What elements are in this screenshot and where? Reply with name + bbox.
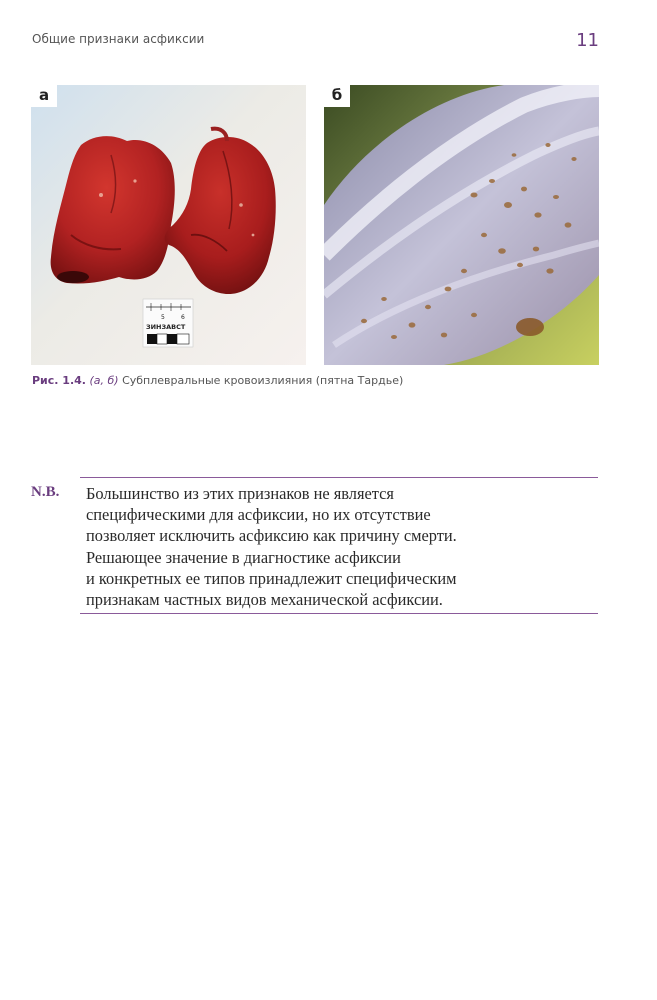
figure-a-lungs-photo <box>31 85 306 365</box>
note-line: специфическими для асфиксии, но их отсутствие <box>86 505 431 525</box>
figure-caption <box>32 374 403 387</box>
note-rule-bottom <box>80 613 598 614</box>
note-body <box>86 483 586 610</box>
lungs-image <box>31 85 306 365</box>
note-line: Большинство из этих признаков не является <box>86 484 394 503</box>
caption-panel-letters: (а, б) <box>89 374 119 387</box>
ruler-number: 5 <box>161 314 165 321</box>
page-number: 11 <box>576 30 599 51</box>
note-label: N.B. <box>31 484 60 500</box>
caption-text: Субплевральные кровоизлияния (пятна Тардье) <box>122 374 404 387</box>
scale-ruler <box>143 299 193 347</box>
note-line: и конкретных ее типов принадлежит специфическим <box>86 568 457 588</box>
figure-b-pleura-photo <box>324 85 599 365</box>
ruler-number: 6 <box>181 314 185 321</box>
note-line: признакам частных видов механической асфиксии. <box>86 590 443 610</box>
note-line: Решающее значение в диагностике асфиксии <box>86 547 401 567</box>
panel-label-b: б <box>324 85 350 107</box>
note-rule-top <box>80 477 598 478</box>
ruler-label: ЗИНЗАВСТ <box>146 323 186 331</box>
panel-label-a: а <box>31 85 57 107</box>
caption-label: Рис. 1.4. <box>32 374 86 387</box>
pleura-image <box>324 85 599 365</box>
running-title: Общие признаки асфиксии <box>32 32 205 46</box>
note-line: позволяет исключить асфиксию как причину смерти. <box>86 526 457 546</box>
